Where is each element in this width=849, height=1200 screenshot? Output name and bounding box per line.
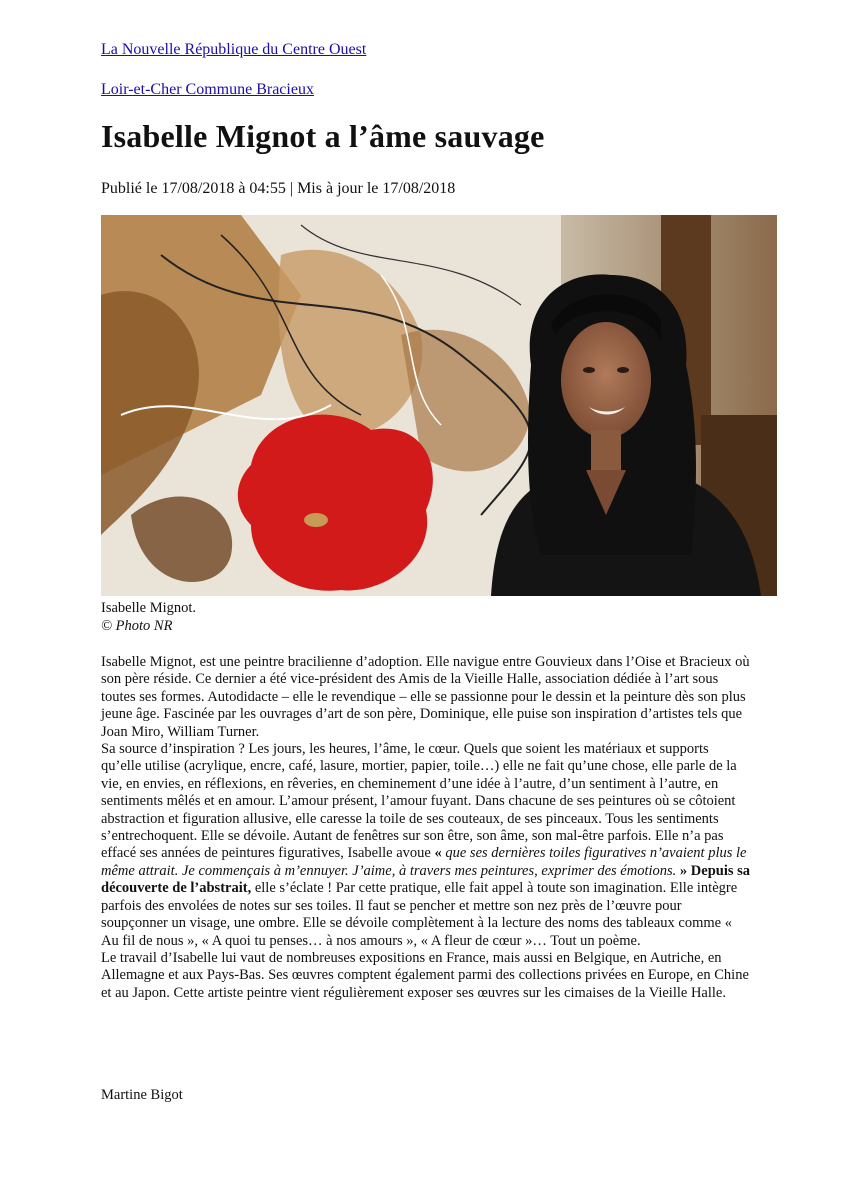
site-link[interactable]: La Nouvelle République du Centre Ouest <box>101 41 367 58</box>
paragraph-1: Isabelle Mignot, est une peintre bracilienne d’adoption. Elle navigue entre Gouvieux dans l’Oise et Bracieux où son père réside. Ce dernier a été vice-président des Amis de la Vieille Halle, association dédiée à l’art sous toutes ses formes. Autodidacte – elle le revendique – elle se passionne pour le dessin et la peinture dès son plus jeune âge. Fascinée par les ouvrages d’art de son père, Dominique, elle puise son inspiration d’artistes tels que Joan Miro, William Turner. <box>101 654 750 740</box>
paragraph-3: Le travail d’Isabelle lui vaut de nombreuses expositions en France, mais aussi en Belgique, en Autriche, en Allemagne et aux Pays-Bas. Ses œuvres comptent également parmi des collections privées en Europe, en Chine et au Japon. Cette artiste peintre vient régulièrement exposer ses œuvres sur les cimaises de la Vieille Halle. <box>101 949 749 1001</box>
article-body <box>101 654 751 1002</box>
section-link[interactable]: Loir-et-Cher Commune Bracieux <box>101 81 314 98</box>
caption-text: Isabelle Mignot. <box>101 600 197 616</box>
article-title: Isabelle Mignot a l’âme sauvage <box>101 118 545 154</box>
publication-date: Publié le 17/08/2018 à 04:55 | Mis à jour le 17/08/2018 <box>101 180 456 197</box>
quote-open-mark: « <box>434 845 446 862</box>
article-photo <box>101 215 777 596</box>
photo-illustration <box>101 215 777 596</box>
photo-caption <box>101 599 196 635</box>
bold-phrase: » Depuis sa découverte de l’abstrait, <box>101 862 751 897</box>
paragraph-2-start: Sa source d’inspiration ? Les jours, les heures, l’âme, le cœur. Quels que soient les matériaux et supports qu’elle utilise (acrylique, encre, café, lasure, mortier, papier, toile…) elle ne fait qu’une chose, elle parle de la vie, en envies, en réflexions, en rêveries, en cheminement d’une idée à l’autre, d’un sentiment à l’autre, en sentiments mêlés et en amour. L’amour présent, l’amour fuyant. Dans chacune de ses peintures où se côtoient abstraction et figuration allusive, elle caresse la toile de ses couteaux, de ses pinceaux. Tous les sentiments s’entrechoquent. Elle se dévoile. Autant de fenêtres sur son être, son âme, son mal-être parfois. Elle n’a pas effacé ses années de peintures figuratives, Isabelle avoue <box>101 741 737 862</box>
author-name: Martine Bigot <box>101 1087 183 1103</box>
paragraph-2-end: elle s’éclate ! Par cette pratique, elle fait appel à toute son imagination. Elle intègre parfois des envolées de notes sur ses toiles. Il faut se pencher et mettre son nez près de l’œuvre pour soupçonner un visage, une ombre. Elle se dévoile complètement à la lecture des noms des tableaux comme « Au fil de nous », « A quoi tu penses… à nos amours », « A fleur de cœur »… Tout un poème. <box>101 880 738 949</box>
photo-credit: © Photo NR <box>101 618 173 634</box>
quote-text: que ses dernières toiles figuratives n’avaient plus le même attrait. Je commençais à m’ennuyer. J’aime, à travers mes peintures, exprimer des émotions. <box>101 845 747 879</box>
paragraph-2 <box>101 741 751 950</box>
